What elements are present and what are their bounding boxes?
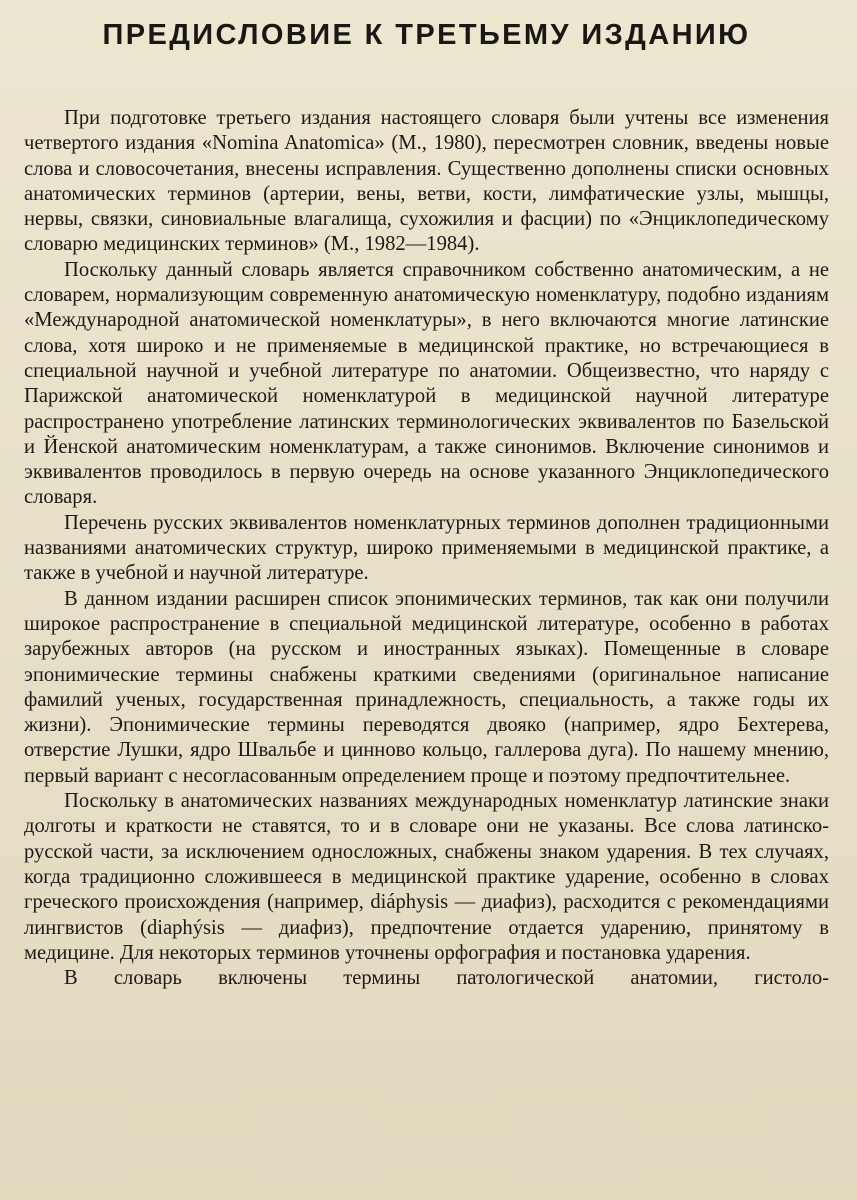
paragraph-1: При подготовке третьего издания настоящего словаря были учтены все изменения четвертого издания «Nomina Anatomica» (М., 1980), пересмотрен словник, введены новые слова и словосочетания, внесены исправления. Существенно дополнены списки основных анатомических терминов (артерии, вены, ветви, кости, лимфатические узлы, мышцы, нервы, связки, синовиальные влагалища, сухожилия и фасции) по «Энциклопедическому словарю медицинских терминов» (М., 1982—1984).: [24, 107, 829, 256]
preface-text: [24, 106, 829, 991]
paragraph-5: Поскольку в анатомических названиях международных номенклатур латинские знаки долготы и краткости не ставятся, то и в словаре они не указаны. Все слова латинско-русской части, за исключением односложных, снабжены знаком ударения. В тех случаях, когда традиционно сложившееся в медицинской практике ударение, особенно в словах греческого происхождения (например, diáphysis — диафиз), расходится с рекомендациями лингвистов (diaphýsis — диафиз), предпочтение отдается ударению, принятому в медицине. Для некоторых терминов уточнены орфография и постановка ударения.: [24, 790, 829, 964]
paragraph-4: В данном издании расширен список эпонимических терминов, так как они получили широкое распространение в специальной медицинской литературе, особенно в работах зарубежных авторов (на русском и иностранных языках). Помещенные в словаре эпонимические термины снабжены краткими сведениями (оригинальное написание фамилий ученых, государственная принадлежность, специальность, а также годы их жизни). Эпонимические термины переводятся двояко (например, ядро Бехтерева, отверстие Лушки, ядро Швальбе и циннoво кольцо, галлерова дуга). По нашему мнению, первый вариант с несогласованным определением проще и поэтому предпочтительнее.: [24, 587, 829, 787]
page-title: ПРЕДИСЛОВИЕ К ТРЕТЬЕМУ ИЗДАНИЮ: [102, 19, 751, 51]
paragraph-3: Перечень русских эквивалентов номенклатурных терминов дополнен традиционными названиями анатомических структур, широко применяемыми в медицинской практике, а также в учебной и научной литературе.: [24, 511, 829, 585]
paragraph-6: В словарь включены термины патологической анатомии, гистоло-: [64, 967, 829, 990]
paragraph-2: Поскольку данный словарь является справочником собственно анатомическим, а не словарем, нормализующим современную анатомическую номенклатуру, подобно изданиям «Международной анатомической номенклатуры», в него включаются многие латинские слова, хотя широко и не применяемые в медицинской практике, но встречающиеся в специальной научной и учебной литературе по анатомии. Общеизвестно, что наряду с Парижской анатомической номенклатурой в медицинской научной литературе распространено употребление латинских терминологических эквивалентов по Базельской и Йенской анатомическим номенклатурам, а также синонимов. Включение синонимов и эквивалентов проводилось в первую очередь на основе указанного Энциклопедического словаря.: [24, 258, 829, 509]
